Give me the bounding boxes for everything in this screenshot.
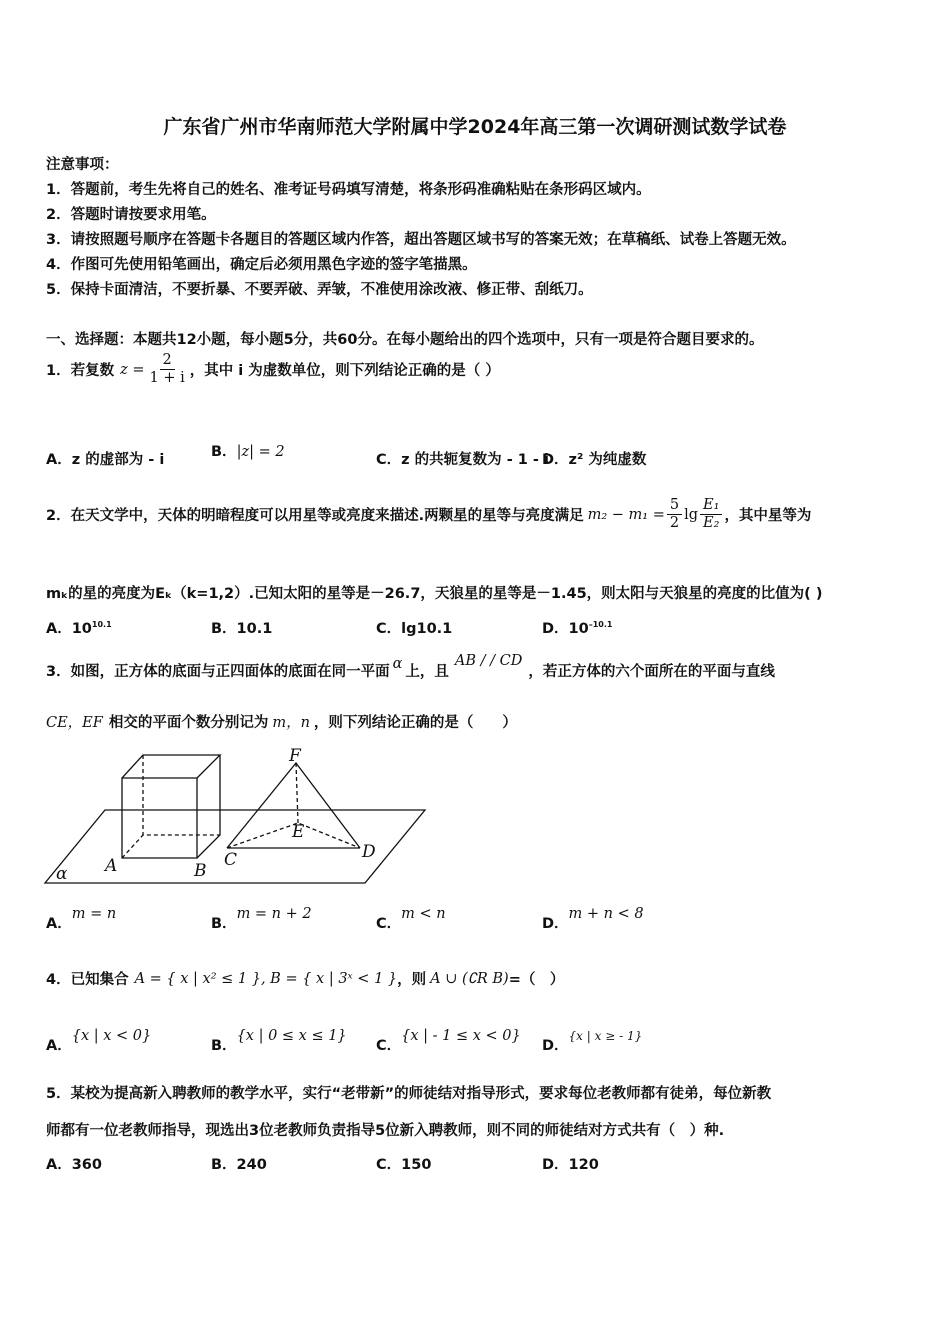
q1-pre: 1．若复数 xyxy=(46,363,115,379)
notice-item: 2．答题时请按要求用笔。 xyxy=(46,207,216,223)
question-4 xyxy=(46,968,564,989)
option-text: m = n + 2 xyxy=(236,906,312,922)
q3-mn: m，n xyxy=(272,715,310,731)
notice-heading: 注意事项： xyxy=(46,157,119,173)
q1-option-d[interactable] xyxy=(542,448,646,469)
q2-frac-num: 5 xyxy=(667,497,682,515)
q2-option-b[interactable]: B．10.1 xyxy=(211,621,273,637)
q2-line1-pre: 2．在天文学中，天体的明暗程度可以用星等或亮度来描述.两颗星的星等与亮度满足 xyxy=(46,508,584,524)
q1-den: 1 + i xyxy=(149,370,185,386)
label-d: D xyxy=(362,842,376,862)
cube-top-face xyxy=(122,755,220,778)
option-label: C． xyxy=(376,1038,402,1054)
q4-set-b: , B = { x | 3ˣ < 1 } xyxy=(260,970,398,987)
option-label: D． xyxy=(542,916,569,932)
q3-line1-post: ，若正方体的六个面所在的平面与直线 xyxy=(528,664,775,680)
option-text: m = n xyxy=(71,906,117,922)
q3-alpha: α xyxy=(392,655,403,672)
q4-option-d[interactable] xyxy=(542,1029,643,1055)
notice-item: 3．请按照题号顺序在答题卡各题目的答题区域内作答，超出答题区域书写的答案无效；在草稿纸、试卷上答题无效。 xyxy=(46,232,796,248)
label-alpha: α xyxy=(56,864,68,884)
option-text: z 的共轭复数为 - 1 - i xyxy=(401,452,549,468)
tetra-ef-hidden xyxy=(296,763,298,823)
q2-option-d[interactable] xyxy=(542,617,612,638)
q3-option-c[interactable] xyxy=(376,906,446,933)
q2-lg: lg xyxy=(684,506,699,523)
q4-mid: ，则 xyxy=(397,972,427,988)
cube-right-edge xyxy=(197,755,220,858)
label-e: E xyxy=(292,822,305,842)
option-label: A． xyxy=(46,1038,72,1054)
notice-item: 4．作图可先使用铅笔画出，确定后必须用黑色字迹的签字笔描黑。 xyxy=(46,257,477,273)
option-text: {x | x < 0} xyxy=(71,1028,152,1044)
q4-option-b[interactable] xyxy=(211,1028,347,1055)
q4-option-a[interactable] xyxy=(46,1028,152,1055)
q2-e-num: E₁ xyxy=(700,497,722,515)
q3-ab-cd: AB / / CD xyxy=(454,652,523,669)
q3-line1-pre: 3．如图，正方体的底面与正四面体的底面在同一平面 xyxy=(46,664,390,680)
q5-line2: 师都有一位老教师指导，现选出3位老教师负责指导5位新入聘教师，则不同的师徒结对方式共有（ ）种. xyxy=(46,1123,725,1139)
q3-option-b[interactable] xyxy=(211,906,312,933)
notice-item: 1．答题前，考生先将自己的姓名、准考证号码填写清楚，将条形码准确粘贴在条形码区域内。 xyxy=(46,182,651,198)
q5-option-b[interactable]: B．240 xyxy=(211,1157,267,1173)
q2-frac-den: 2 xyxy=(669,515,680,531)
option-label: B． xyxy=(211,444,237,460)
q4-option-c[interactable] xyxy=(376,1028,521,1055)
q1-num: 2 xyxy=(160,352,175,370)
q2-e-fraction xyxy=(700,497,722,532)
option-text: |z| = 2 xyxy=(236,444,285,460)
q1-option-b[interactable] xyxy=(211,440,285,461)
q3-line2-text: 相交的平面个数分别记为 xyxy=(108,715,269,731)
label-f: F xyxy=(289,746,301,766)
option-text: z 的虚部为 - i xyxy=(71,452,165,468)
q4-pre: 4．已知集合 xyxy=(46,972,129,988)
q3-line1-mid: 上，且 xyxy=(405,664,449,680)
label-b: B xyxy=(194,861,207,881)
option-label: A． xyxy=(46,452,72,468)
option-text: A．10 xyxy=(46,621,92,637)
q1-option-c[interactable] xyxy=(376,448,549,469)
option-label: D． xyxy=(542,1038,569,1054)
label-a: A xyxy=(105,856,118,876)
option-label: B． xyxy=(211,916,237,932)
q1-z: z = xyxy=(120,361,145,378)
q1-post: ，其中 i 为虚数单位，则下列结论正确的是（ ） xyxy=(189,363,500,379)
q5-option-c[interactable]: C．150 xyxy=(376,1157,432,1173)
option-text: m < n xyxy=(401,906,446,922)
question-1 xyxy=(46,352,500,387)
q2-fraction xyxy=(667,497,682,532)
q3-line-names: CE，EF xyxy=(46,715,103,731)
question-3 xyxy=(46,652,775,681)
q1-option-a[interactable] xyxy=(46,448,164,469)
q2-e-den: E₂ xyxy=(703,515,720,531)
option-text: {x | 0 ≤ x ≤ 1} xyxy=(236,1028,347,1044)
option-text: D．10 xyxy=(542,621,589,637)
option-label: A． xyxy=(46,916,72,932)
option-text: {x | - 1 ≤ x < 0} xyxy=(401,1028,521,1044)
q3-line2 xyxy=(46,711,517,732)
q4-expr: A ∪ (∁R B) xyxy=(430,970,509,987)
option-text: {x | x ≥ - 1} xyxy=(568,1029,643,1043)
q5-line1: 5．某校为提高新入聘教师的教学水平，实行“老带新”的师徒结对指导形式，要求每位老教师都有徒弟，每位新教 xyxy=(46,1086,772,1102)
q5-option-d[interactable]: D．120 xyxy=(542,1157,599,1173)
option-text: m + n < 8 xyxy=(568,906,644,922)
q4-post: =（ ） xyxy=(508,972,565,988)
q2-formula-left: m₂ − m₁ = xyxy=(587,506,665,523)
option-sup: –10.1 xyxy=(588,620,613,630)
section-heading: 一、选择题：本题共12小题，每小题5分，共60分。在每小题给出的四个选项中，只有一项是符合题目要求的。 xyxy=(46,332,764,348)
q2-option-c[interactable]: C．lg10.1 xyxy=(376,621,453,637)
option-label: B． xyxy=(211,1038,237,1054)
q2-option-a[interactable] xyxy=(46,617,112,638)
cube-hidden-edges xyxy=(122,835,220,858)
option-label: D． xyxy=(542,452,569,468)
geometry-figure xyxy=(40,745,430,890)
option-label: C． xyxy=(376,916,402,932)
q5-option-a[interactable]: A．360 xyxy=(46,1157,102,1173)
option-label: C． xyxy=(376,452,402,468)
notice-item: 5．保持卡面清洁，不要折暴、不要弄破、弄皱，不准使用涂改液、修正带、刮纸刀。 xyxy=(46,282,593,298)
option-text: z² 为纯虚数 xyxy=(568,452,647,468)
option-sup: 10.1 xyxy=(91,620,112,630)
q3-option-a[interactable] xyxy=(46,906,117,933)
q2-line1-post: ，其中星等为 xyxy=(724,508,812,524)
q3-option-d[interactable] xyxy=(542,906,644,933)
label-c: C xyxy=(224,850,238,870)
q4-set-a: A = { x | x² ≤ 1 } xyxy=(134,970,261,987)
question-2 xyxy=(46,497,811,532)
q3-line2-post: ，则下列结论正确的是（ ） xyxy=(313,715,517,731)
q2-line2: mₖ的星的亮度为Eₖ（k=1,2）.已知太阳的星等是－26.7，天狼星的星等是－1.45，则太阳与天狼星的亮度的比值为( ) xyxy=(46,586,823,602)
page-title: 广东省广州市华南师范大学附属中学2024年高三第一次调研测试数学试卷 xyxy=(163,116,787,138)
q1-fraction xyxy=(147,352,188,387)
